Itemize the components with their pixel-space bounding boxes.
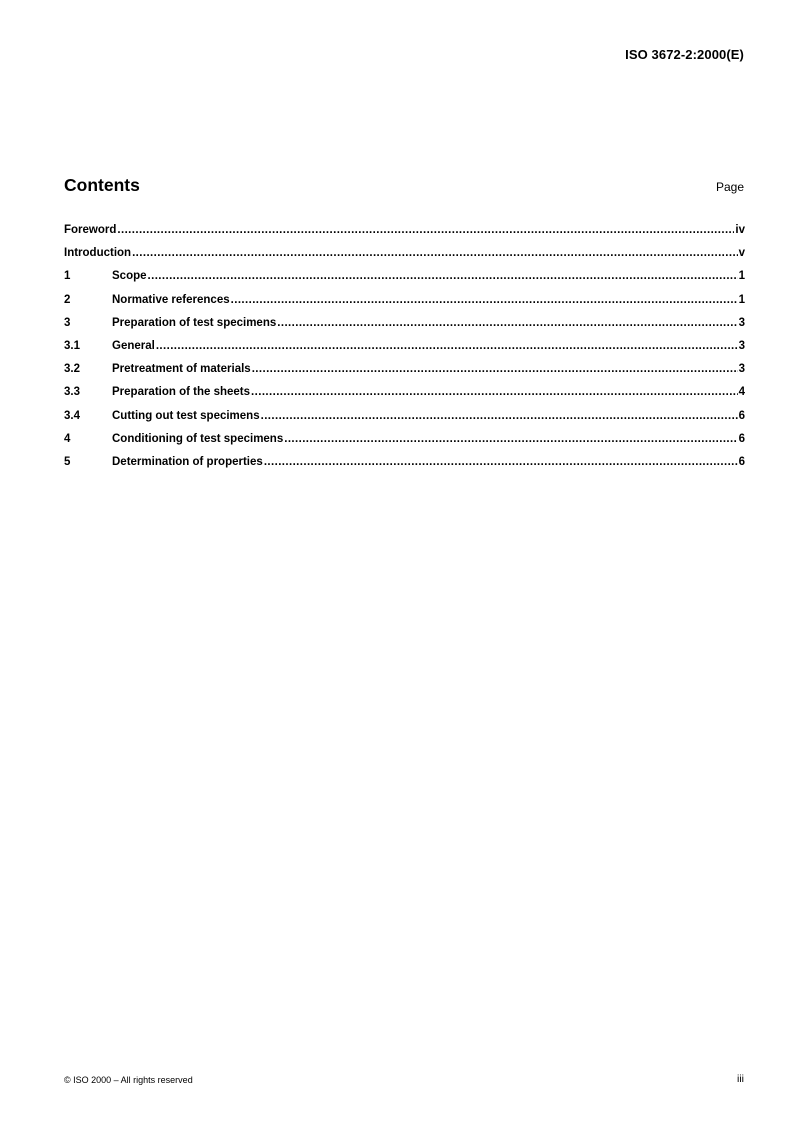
toc-dot-leader (231, 294, 738, 306)
toc-entry-title: Normative references (112, 293, 230, 306)
toc-entry-general[interactable] (64, 340, 745, 363)
toc-entry-page: v (738, 247, 745, 260)
toc-entry-number: 3.4 (64, 409, 80, 422)
toc-dot-leader (156, 340, 738, 352)
footer-copyright: © ISO 2000 – All rights reserved (64, 1075, 193, 1085)
contents-heading: Contents (64, 175, 140, 195)
toc-dot-leader (132, 247, 738, 259)
toc-dot-leader (252, 363, 738, 375)
toc-entry-number: 4 (64, 432, 71, 445)
toc-entry-normative-references[interactable] (64, 294, 745, 317)
toc-entry-introduction[interactable] (64, 247, 745, 270)
toc-entry-title: Conditioning of test specimens (112, 432, 284, 445)
toc-entry-title: Cutting out test specimens (112, 409, 260, 422)
toc-entry-title: General (112, 339, 155, 352)
toc-entry-title: Foreword (64, 224, 117, 236)
toc-entry-pretreatment-of-materials[interactable] (64, 363, 745, 386)
toc-entry-title: Introduction (64, 247, 132, 260)
toc-dot-leader (277, 317, 737, 329)
toc-entry-number: 1 (64, 270, 71, 283)
toc-entry-page: 6 (738, 455, 745, 468)
toc-entry-title: Preparation of test specimens (112, 316, 277, 329)
page-column-label: Page (715, 180, 744, 194)
toc-entry-scope[interactable] (64, 270, 745, 293)
footer-page-number: iii (737, 1073, 744, 1085)
toc-entry-title: Scope (112, 270, 147, 283)
toc-entry-cutting-out-test-specimens[interactable] (64, 410, 745, 433)
toc-entry-number: 3.1 (64, 339, 80, 352)
toc-entry-number: 3.2 (64, 363, 80, 376)
toc-entry-title: Determination of properties (112, 455, 263, 468)
toc-entry-page: 6 (738, 409, 745, 422)
toc-entry-page: 3 (738, 363, 745, 376)
toc-entry-page: 6 (738, 432, 745, 445)
toc-entry-page: 1 (738, 293, 745, 306)
toc-entry-title: Preparation of the sheets (112, 386, 251, 399)
toc-entry-preparation-of-the-sheets[interactable] (64, 386, 745, 409)
toc-dot-leader (251, 386, 738, 398)
toc-dot-leader (148, 270, 738, 282)
toc-entry-page: 1 (738, 270, 745, 283)
toc-entry-number: 2 (64, 293, 71, 306)
toc-entry-number: 5 (64, 455, 71, 468)
toc-entry-page: 3 (738, 339, 745, 352)
toc-entry-number: 3.3 (64, 386, 80, 399)
toc-entry-page: iv (735, 224, 745, 236)
toc-entry-preparation-of-test-specimens[interactable] (64, 317, 745, 340)
toc-entry-page: 3 (738, 316, 745, 329)
toc-entry-conditioning-of-test-specimens[interactable] (64, 433, 745, 456)
toc-dot-leader (284, 433, 737, 445)
table-of-contents (64, 224, 745, 479)
toc-entry-foreword[interactable] (64, 224, 745, 247)
toc-entry-number: 3 (64, 316, 71, 329)
toc-entry-page: 4 (738, 386, 745, 399)
toc-dot-leader (264, 456, 738, 468)
toc-entry-determination-of-properties[interactable] (64, 456, 745, 479)
toc-dot-leader (261, 410, 738, 422)
toc-dot-leader (117, 224, 734, 236)
toc-entry-title: Pretreatment of materials (112, 363, 251, 376)
document-identifier: ISO 3672-2:2000(E) (625, 47, 744, 62)
